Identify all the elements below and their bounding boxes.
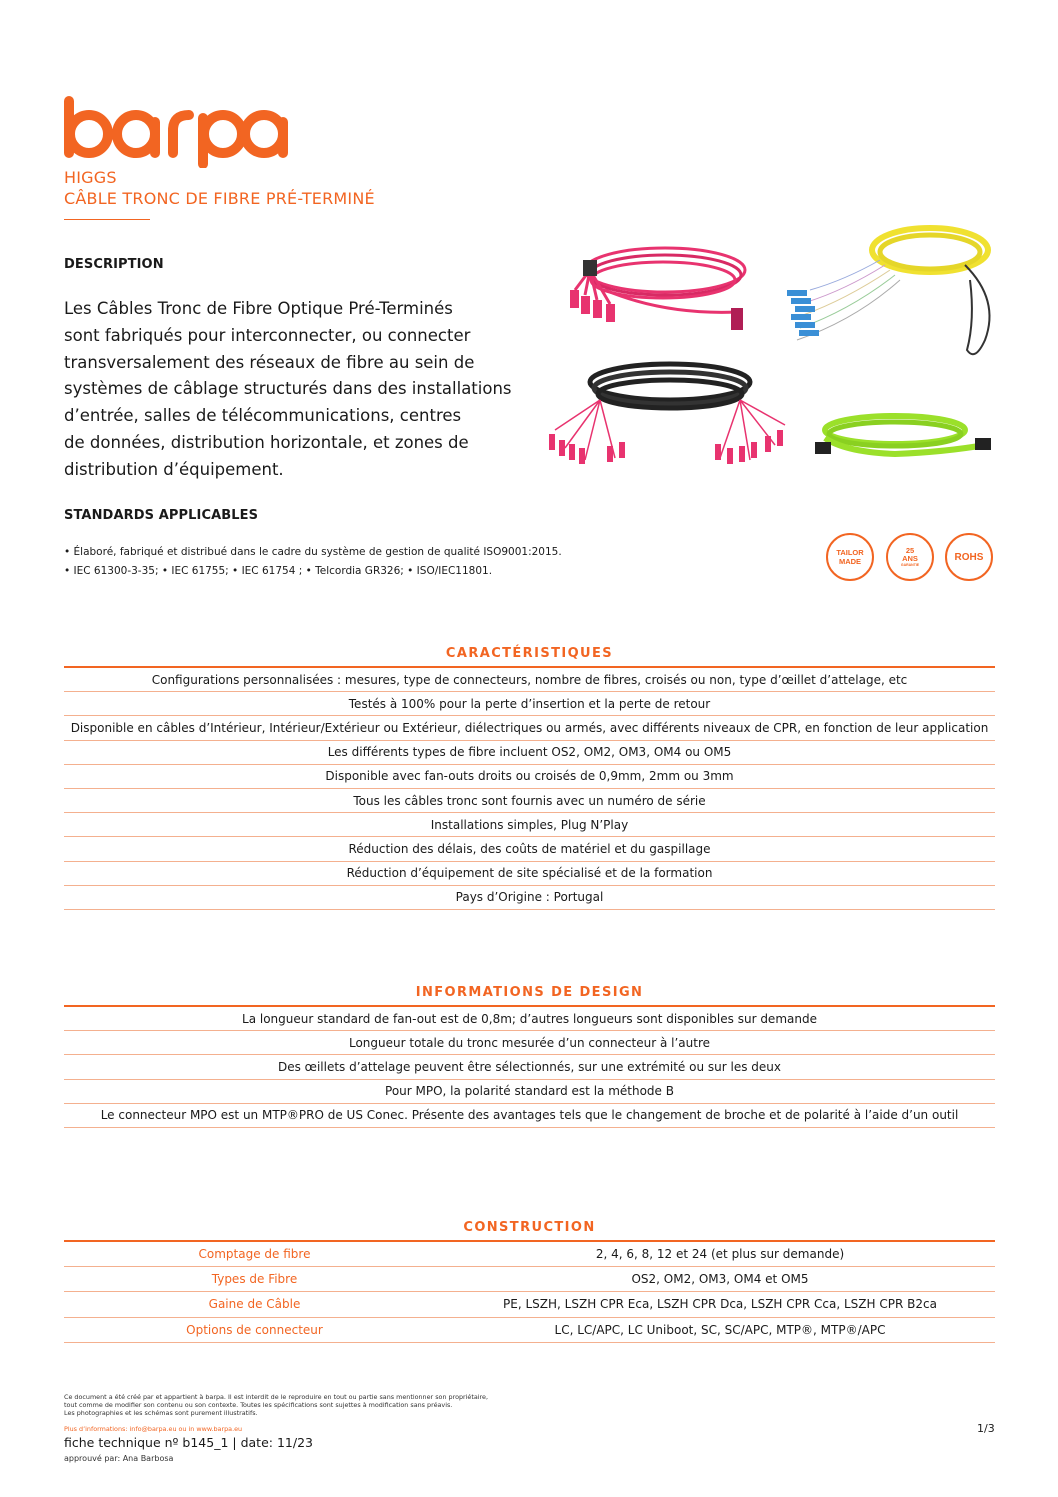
table-row: Le connecteur MPO est un MTP®PRO de US Conec. Présente des avantages tels que le changement de broche et de polarité à l’aide d’un outil xyxy=(64,1104,995,1128)
rohs-badge xyxy=(945,533,993,581)
black-cable-image xyxy=(549,364,785,464)
spec-key: Options de connecteur xyxy=(186,1322,323,1337)
tailor-made-badge xyxy=(826,533,874,581)
badge-text: TAILOR xyxy=(836,548,864,557)
barpa-logo xyxy=(62,96,288,168)
table-row: Disponible avec fan-outs droits ou croisés de 0,9mm, 2mm ou 3mm xyxy=(64,765,995,789)
table-row: Installations simples, Plug N’Play xyxy=(64,813,995,837)
spec-key: Comptage de fibre xyxy=(198,1247,311,1262)
approved-by: approuvé par: Ana Barbosa xyxy=(64,1454,174,1463)
table-row: Les différents types de fibre incluent OS2, OM2, OM3, OM4 ou OM5 xyxy=(64,741,995,765)
pink-cable-image xyxy=(570,248,745,330)
badge-text: 25 xyxy=(905,545,915,555)
spec-key: Types de Fibre xyxy=(211,1272,298,1287)
product-line: HIGGS xyxy=(64,168,117,187)
standards-item: • Élaboré, fabriqué et distribué dans le cadre du système de gestion de qualité ISO9001:2015. xyxy=(64,546,562,558)
green-cable-image xyxy=(815,416,991,454)
sheet-reference: fiche technique nº b145_1 | date: 11/23 xyxy=(64,1435,313,1450)
description-line: Les Câbles Tronc de Fibre Optique Pré-Terminés xyxy=(64,299,453,318)
spec-value: LC, LC/APC, LC Uniboot, SC, SC/APC, MTP®, MTP®/APC xyxy=(554,1322,886,1337)
table-row: Pour MPO, la polarité standard est la méthode B xyxy=(64,1080,995,1104)
features-table xyxy=(64,666,995,910)
table-row xyxy=(64,1242,995,1267)
description-text xyxy=(64,296,534,484)
badge-text: ANS xyxy=(902,553,918,563)
yellow-cable-image xyxy=(787,228,990,354)
design-info-title: INFORMATIONS DE DESIGN xyxy=(415,985,644,1000)
standards-item: • IEC 61300-3-35; • IEC 61755; • IEC 61754 ; • Telcordia GR326; • ISO/IEC11801. xyxy=(64,565,493,577)
table-row: Disponible en câbles d’Intérieur, Intérieur/Extérieur ou Extérieur, diélectriques ou armés, avec différents niveaux de CPR, en fonction de leur application xyxy=(64,716,995,740)
warranty-badge xyxy=(886,533,934,581)
badge-text: MADE xyxy=(838,557,862,566)
design-info-table xyxy=(64,1005,995,1128)
table-row xyxy=(64,1267,995,1292)
description-line: d’entrée, salles de télécommunications, centres xyxy=(64,406,462,426)
page-number: 1/3 xyxy=(977,1422,995,1435)
badge-text: ROHS xyxy=(954,551,984,563)
table-row xyxy=(64,1318,995,1343)
legal-notice: Les photographies et les schémas sont purement illustratifs. xyxy=(64,1409,258,1417)
spec-value: PE, LSZH, LSZH CPR Eca, LSZH CPR Dca, LSZH CPR Cca, LSZH CPR B2ca xyxy=(503,1297,937,1312)
description-line: systèmes de câblage structurés dans des installations xyxy=(64,379,512,399)
table-row: Configurations personnalisées : mesures, type de connecteurs, nombre de fibres, croisés ou non, type d’œillet d’attelage, etc xyxy=(64,668,995,692)
table-row: Réduction d’équipement de site spécialisé et de la formation xyxy=(64,862,995,886)
table-row: Des œillets d’attelage peuvent être sélectionnés, sur une extrémité ou sur les deux xyxy=(64,1055,995,1079)
table-row: Longueur totale du tronc mesurée d’un connecteur à l’autre xyxy=(64,1031,995,1055)
legal-notice: Ce document a été créé par et appartient à barpa. Il est interdit de le reproduire en tout ou partie sans mentionner son propriétaire, xyxy=(64,1393,489,1401)
title-divider xyxy=(64,219,150,220)
features-title: CARACTÉRISTIQUES xyxy=(445,646,614,661)
legal-notice: tout comme de modifier son contenu ou son contexte. Toutes les spécifications sont sujettes à modification sans préavis. xyxy=(64,1401,453,1409)
contact-link[interactable]: Plus d’informations: info@barpa.eu ou in www.barpa.eu xyxy=(64,1425,243,1433)
construction-table xyxy=(64,1240,995,1343)
description-line: transversalement des réseaux de fibre au sein de xyxy=(64,352,475,372)
spec-value: 2, 4, 6, 8, 12 et 24 (et plus sur demande) xyxy=(595,1247,845,1262)
spec-key: Gaine de Câble xyxy=(208,1297,301,1312)
table-row: Pays d’Origine : Portugal xyxy=(64,886,995,910)
table-row: La longueur standard de fan-out est de 0,8m; d’autres longueurs sont disponibles sur demande xyxy=(64,1007,995,1031)
product-photos xyxy=(545,220,1005,475)
description-line: de données, distribution horizontale, et zones de xyxy=(64,432,469,452)
spec-value: OS2, OM2, OM3, OM4 et OM5 xyxy=(631,1272,809,1287)
product-title: CÂBLE TRONC DE FIBRE PRÉ-TERMINÉ xyxy=(64,189,375,208)
description-heading: DESCRIPTION xyxy=(64,257,164,272)
table-row xyxy=(64,1292,995,1317)
table-row: Réduction des délais, des coûts de matériel et du gaspillage xyxy=(64,837,995,861)
construction-title: CONSTRUCTION xyxy=(463,1220,596,1235)
table-row: Tous les câbles tronc sont fournis avec un numéro de série xyxy=(64,789,995,813)
standards-heading: STANDARDS APPLICABLES xyxy=(64,508,259,523)
description-line: distribution d’équipement. xyxy=(64,459,284,479)
badge-text: GARANTIE xyxy=(900,562,920,567)
table-row: Testés à 100% pour la perte d’insertion et la perte de retour xyxy=(64,692,995,716)
description-line: sont fabriqués pour interconnecter, ou connecter xyxy=(64,325,471,345)
